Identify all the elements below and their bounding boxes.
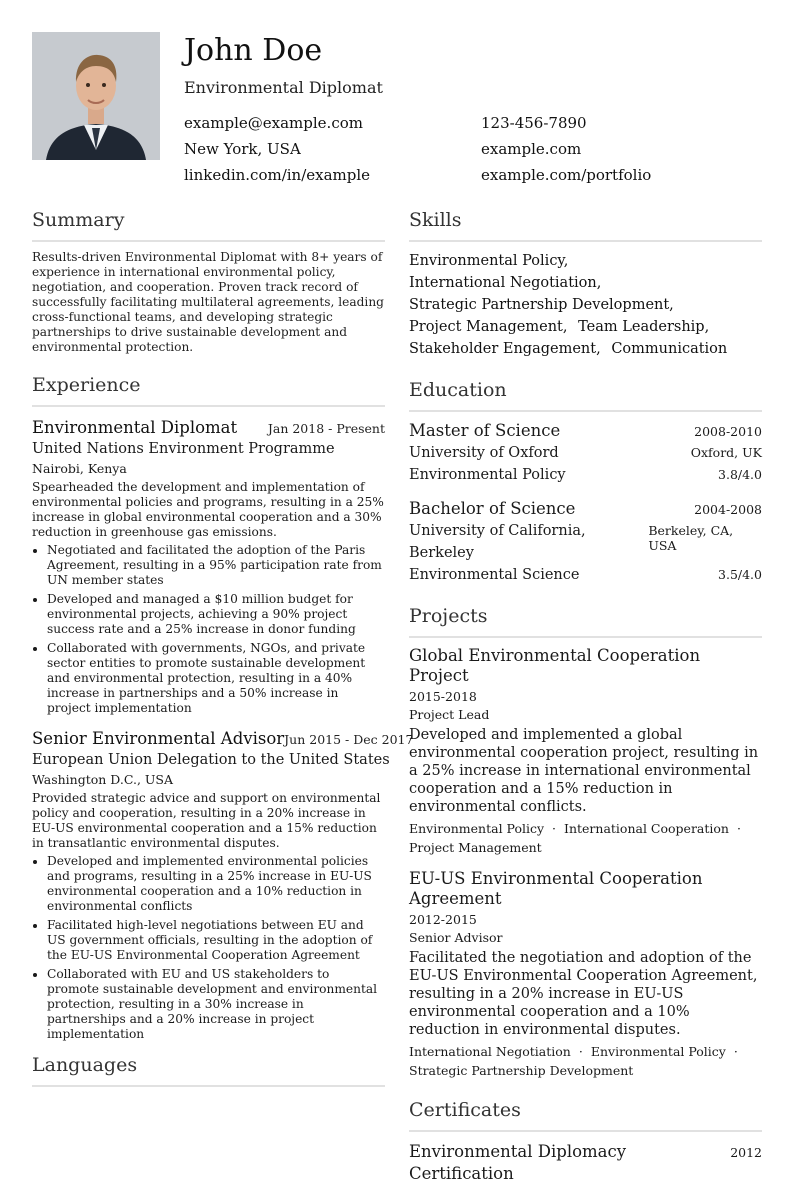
project-tag: Project Management xyxy=(409,840,542,855)
education-location: Berkeley, CA, USA xyxy=(648,523,734,553)
job-bullet: • Collaborated with governments, NGOs, and private sector entities to promote sustainable development and environmental protection, resulting in a 40% increase in partnerships and a 50% increase in project implementation xyxy=(47,641,385,716)
contact-website[interactable]: example.com xyxy=(481,140,582,158)
skill-item: International Negotiation, xyxy=(409,275,602,291)
education-gpa: 3.8/4.0 xyxy=(718,467,762,482)
job-location: Nairobi, Kenya xyxy=(32,461,127,476)
section-divider xyxy=(409,240,762,242)
contact-phone[interactable]: 123-456-7890 xyxy=(481,114,587,132)
project-dates: 2012-2015 xyxy=(409,912,477,927)
education-degree: Bachelor of Science xyxy=(409,499,576,518)
person-photo-icon xyxy=(32,32,160,160)
education-title: Education xyxy=(409,379,507,401)
summary-text: Results-driven Environmental Diplomat with 8+ years of experience in international environmental policy, negotiation, and cooperation. Proven track record of successfully facilitating multilateral agreements, leading cross-functional teams, and developing strategic partnerships to drive sustainable development and environmental protection. xyxy=(32,250,384,354)
project-tag: Environmental Policy xyxy=(409,821,545,836)
project-tags xyxy=(409,819,762,857)
skill-item: Team Leadership, xyxy=(578,319,710,335)
skills-title: Skills xyxy=(409,209,462,231)
skills-list xyxy=(409,250,762,360)
project-title: Global Environmental Cooperation Project xyxy=(409,646,701,685)
certificates-title: Certificates xyxy=(409,1099,521,1121)
job-entry xyxy=(32,728,414,1042)
education-field: Environmental Policy xyxy=(409,467,566,483)
skill-item: Communication xyxy=(611,341,728,357)
job-organization: United Nations Environment Programme xyxy=(32,441,335,457)
job-organization: European Union Delegation to the United States xyxy=(32,752,390,768)
job-date: Jun 2015 - Dec 2017 xyxy=(284,732,414,747)
project-title: EU-US Environmental Cooperation Agreement xyxy=(409,869,703,908)
project-role: Project Lead xyxy=(409,707,490,722)
education-school: University of Oxford xyxy=(409,445,559,461)
education-field: Environmental Science xyxy=(409,567,580,583)
project-tag: International Cooperation xyxy=(564,821,729,836)
education-school: University of California, Berkeley xyxy=(409,523,586,561)
tag-separator: · xyxy=(552,821,557,836)
project-tag: International Negotiation xyxy=(409,1044,571,1059)
summary-section xyxy=(32,208,385,355)
education-entry xyxy=(409,498,762,586)
project-description: Facilitated the negotiation and adoption of the EU-US Environmental Cooperation Agreement, resulting in a 20% increase in EU-US environmental cooperation and a 10% reduction in environmental disputes. xyxy=(409,950,758,1038)
tag-separator: · xyxy=(733,1044,738,1059)
contact-email[interactable]: example@example.com xyxy=(184,114,363,132)
skill-item: Stakeholder Engagement, xyxy=(409,341,601,357)
project-dates: 2015-2018 xyxy=(409,689,477,704)
section-divider xyxy=(32,405,385,407)
job-title: Environmental Diplomat xyxy=(32,418,238,437)
project-role: Senior Advisor xyxy=(409,930,503,945)
project-entry xyxy=(409,646,762,857)
skills-section xyxy=(409,208,762,360)
job-bullet: • Developed and implemented environmental policies and programs, resulting in a 25% increase in EU-US environmental cooperation and a 10% reduction in environmental conflicts xyxy=(47,854,385,914)
job-bullet: • Developed and managed a $10 million budget for environmental projects, achieving a 90% project success rate and a 25% increase in donor funding xyxy=(47,592,385,637)
right-column xyxy=(409,208,762,1185)
job-description: Provided strategic advice and support on environmental policy and cooperation, resulting in a 20% increase in EU-US environmental cooperation and a 15% reduction in transatlantic environmental disputes. xyxy=(32,791,381,850)
project-tag: Strategic Partnership Development xyxy=(409,1063,634,1078)
project-description: Developed and implemented a global environmental cooperation project, resulting in a 25% increase in international environmental cooperation and a 15% reduction in environmental conflicts. xyxy=(409,727,759,815)
job-title: Senior Environmental Advisor xyxy=(32,729,285,748)
job-bullet: • Negotiated and facilitated the adoption of the Paris Agreement, resulting in a 95% participation rate from UN member states xyxy=(47,543,385,588)
project-entry xyxy=(409,869,762,1080)
education-entry xyxy=(409,420,762,486)
job-bullets xyxy=(32,854,385,1042)
job-entry xyxy=(32,417,385,716)
job-bullet: • Collaborated with EU and US stakeholders to promote sustainable development and environmental protection, resulting in a 30% increase in partnerships and a 20% increase in project implementation xyxy=(47,967,385,1042)
section-divider xyxy=(409,1130,762,1132)
project-tag: Environmental Policy xyxy=(590,1044,726,1059)
certificate-year: 2012 xyxy=(730,1145,762,1160)
job-date: Jan 2018 - Present xyxy=(267,421,385,436)
section-divider xyxy=(32,1085,385,1087)
job-location: Washington D.C., USA xyxy=(32,772,174,787)
section-divider xyxy=(409,636,762,638)
certificate-entry xyxy=(409,1141,762,1185)
education-section xyxy=(409,378,762,586)
languages-title: Languages xyxy=(32,1054,138,1076)
education-location: Oxford, UK xyxy=(690,445,762,460)
contact-location: New York, USA xyxy=(184,140,301,158)
skill-item: Environmental Policy, xyxy=(409,253,569,269)
education-dates: 2004-2008 xyxy=(694,502,762,517)
left-column xyxy=(32,208,414,1046)
summary-title: Summary xyxy=(32,209,125,231)
candidate-name: John Doe xyxy=(184,33,323,68)
job-description: Spearheaded the development and implementation of environmental policies and programs, resulting in a 25% increase in global environmental cooperation and a 30% reduction in greenhouse gas emissions. xyxy=(32,480,384,539)
education-dates: 2008-2010 xyxy=(694,424,762,439)
certificate-name: Environmental Diplomacy Certification xyxy=(409,1142,627,1183)
job-bullet: • Facilitated high-level negotiations between EU and US government officials, resulting in the adoption of the EU-US Environmental Cooperation Agreement xyxy=(47,918,385,963)
section-divider xyxy=(32,240,385,242)
profile-photo xyxy=(32,32,160,160)
section-divider xyxy=(409,410,762,412)
experience-title: Experience xyxy=(32,374,141,396)
tag-separator: · xyxy=(578,1044,583,1059)
languages-section xyxy=(32,1053,385,1087)
contact-portfolio[interactable]: example.com/portfolio xyxy=(481,166,652,184)
skill-item: Project Management, xyxy=(409,319,568,335)
candidate-headline: Environmental Diplomat xyxy=(184,78,383,97)
contact-linkedin[interactable]: linkedin.com/in/example xyxy=(184,166,371,184)
project-tags xyxy=(409,1042,762,1080)
education-degree: Master of Science xyxy=(409,421,561,440)
projects-title: Projects xyxy=(409,605,488,627)
certificates-section xyxy=(409,1098,762,1185)
skill-item: Strategic Partnership Development, xyxy=(409,297,674,313)
tag-separator: · xyxy=(736,821,741,836)
job-bullets xyxy=(32,543,385,716)
education-gpa: 3.5/4.0 xyxy=(718,567,762,582)
experience-section xyxy=(32,373,414,1042)
projects-section xyxy=(409,604,762,1080)
